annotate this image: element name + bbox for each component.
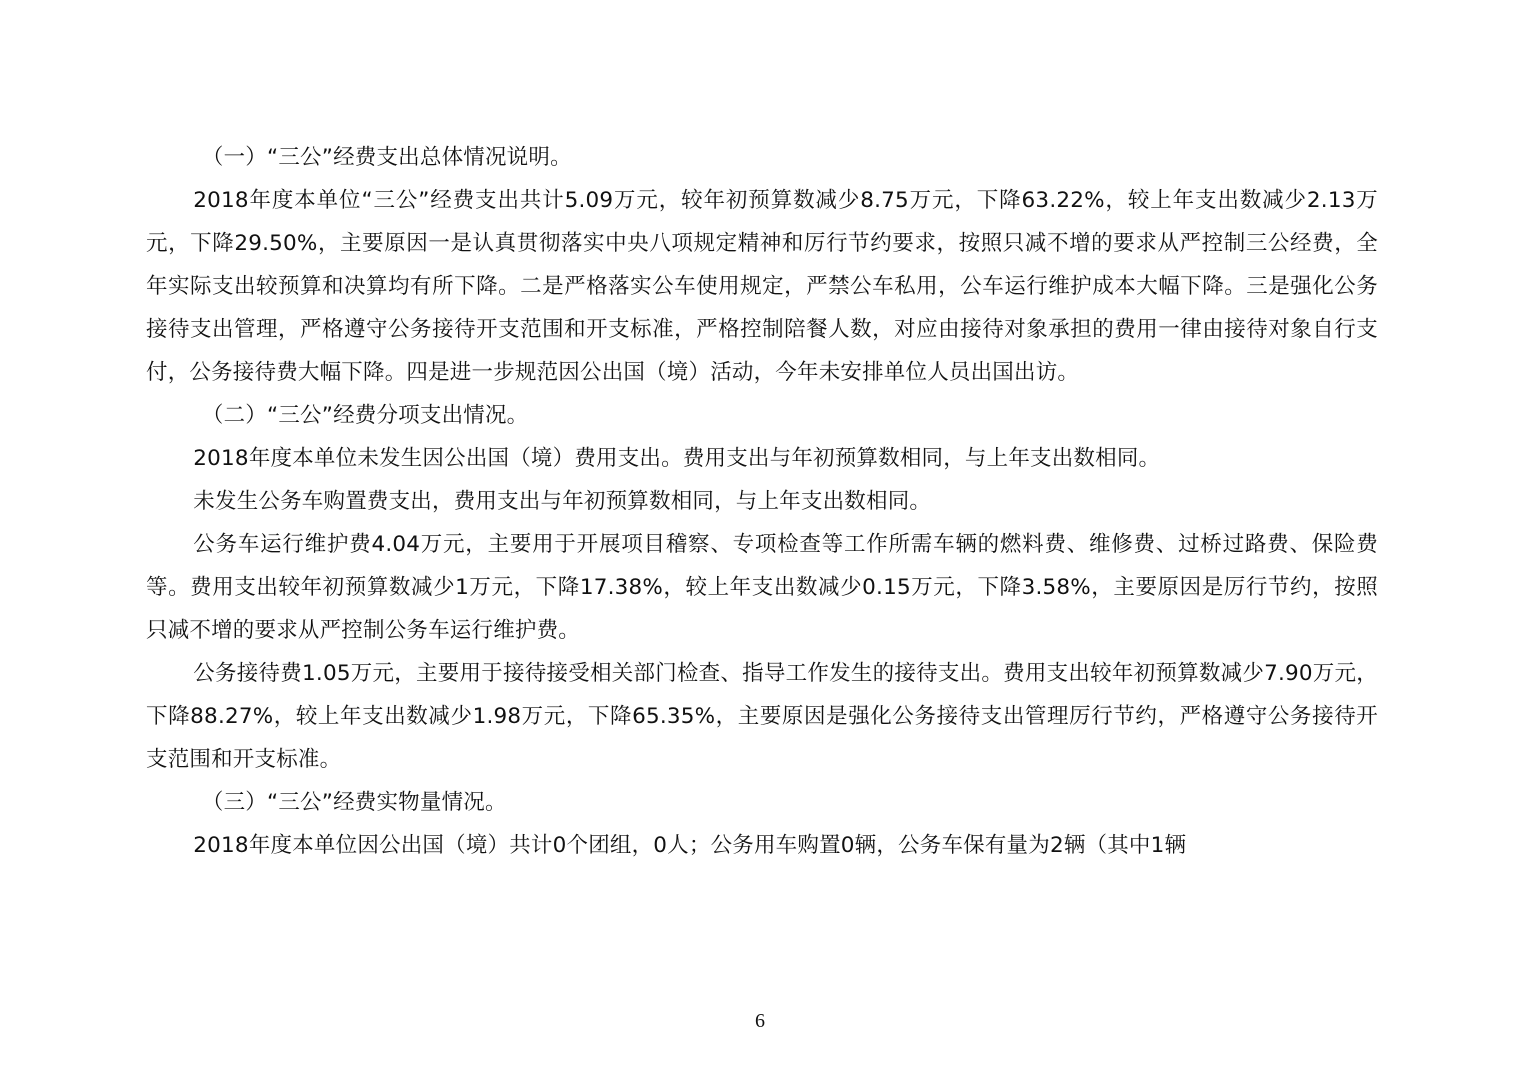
paragraph-overseas-travel: 2018年度本单位未发生因公出国（境）费用支出。费用支出与年初预算数相同，与上年支出数相同。 — [193, 446, 1161, 471]
page-number: 6 — [755, 1010, 765, 1032]
document-body — [146, 136, 1378, 867]
paragraph-physical-quantities: 2018年度本单位因公出国（境）共计0个团组，0人；公务用车购置0辆，公务车保有量为2辆（其中1辆 — [193, 833, 1187, 858]
paragraph-overall-summary: 2018年度本单位“三公”经费支出共计5.09万元，较年初预算数减少8.75万元，下降63.22%，较上年支出数减少2.13万元，下降29.50%，主要原因一是认真贯彻落实中央八项规定精神和厉行节约要求，按照只减不增的要求从严控制三公经费，全年实际支出较预算和决算均有所下降。二是严格落实公车使用规定，严禁公车私用，公车运行维护成本大幅下降。三是强化公务接待支出管理，严格遵守公务接待开支范围和开支标准，严格控制陪餐人数，对应由接待对象承担的费用一律由接待对象自行支付，公务接待费大幅下降。四是进一步规范因公出国（境）活动，今年未安排单位人员出国出访。 — [146, 188, 1378, 385]
section-heading-2: （二）“三公”经费分项支出情况。 — [201, 403, 529, 428]
section-heading-1: （一）“三公”经费支出总体情况说明。 — [201, 145, 572, 170]
paragraph-vehicle-operation: 公务车运行维护费4.04万元，主要用于开展项目稽察、专项检查等工作所需车辆的燃料费、维修费、过桥过路费、保险费等。费用支出较年初预算数减少1万元，下降17.38%，较上年支出数减少0.15万元，下降3.58%，主要原因是厉行节约，按照只减不增的要求从严控制公务车运行维护费。 — [146, 532, 1378, 643]
paragraph-vehicle-purchase: 未发生公务车购置费支出，费用支出与年初预算数相同，与上年支出数相同。 — [193, 489, 932, 514]
paragraph-official-reception: 公务接待费1.05万元，主要用于接待接受相关部门检查、指导工作发生的接待支出。费用支出较年初预算数减少7.90万元，下降88.27%，较上年支出数减少1.98万元，下降65.35%，主要原因是强化公务接待支出管理厉行节约，严格遵守公务接待开支范围和开支标准。 — [146, 661, 1378, 772]
section-heading-3: （三）“三公”经费实物量情况。 — [201, 790, 507, 815]
